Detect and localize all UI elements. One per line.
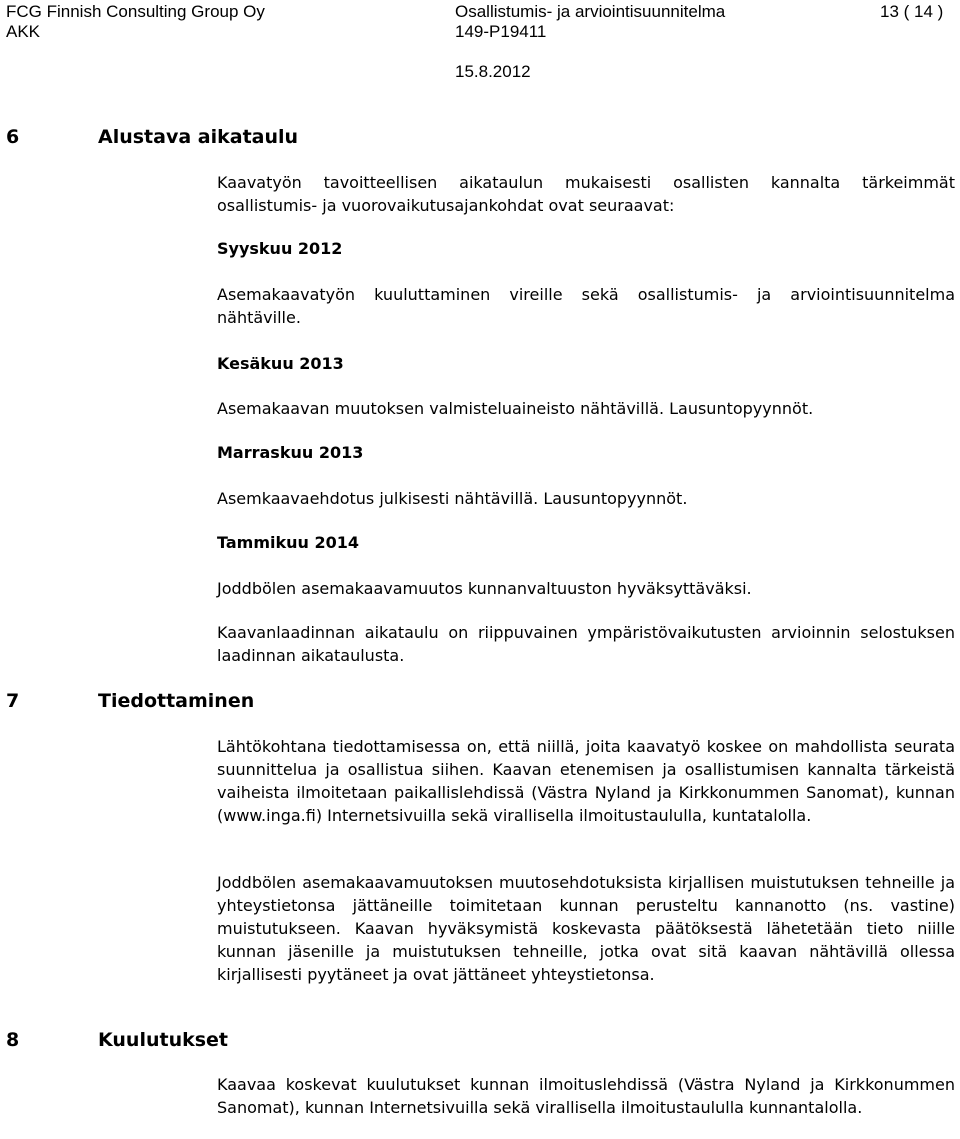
- schedule-period: Tammikuu 2014: [217, 533, 359, 552]
- section-number: 8: [6, 1029, 20, 1051]
- schedule-text: Asemkaavaehdotus julkisesti nähtävillä. Lausuntopyynnöt.: [217, 489, 688, 508]
- section-number: 7: [6, 690, 20, 712]
- schedule-period: Marraskuu 2013: [217, 443, 364, 462]
- section-8-heading: [6, 1028, 228, 1052]
- client-code: AKK: [6, 22, 41, 41]
- section-title: Kuulutukset: [98, 1029, 229, 1051]
- announcements-paragraph: Kaavaa koskevat kuulutukset kunnan ilmoituslehdissä (Västra Nyland ja Kirkkonummen Sanomat), kunnan Internetsivuilla sekä virallisella ilmoitustaululla kunnantalolla.: [217, 1075, 955, 1117]
- schedule-note: Kaavanlaadinnan aikataulu on riippuvainen ympäristövaikutusten arvioinnin selostuksen laadinnan aikataulusta.: [217, 623, 955, 665]
- document-number: 149-P19411: [455, 22, 547, 41]
- company-name: FCG Finnish Consulting Group Oy: [6, 2, 265, 21]
- schedule-text: Joddbölen asemakaavamuutos kunnanvaltuuston hyväksyttäväksi.: [217, 579, 752, 598]
- section-number: 6: [6, 126, 20, 148]
- section-7-heading: [6, 689, 254, 713]
- schedule-period: Syyskuu 2012: [217, 239, 343, 258]
- section-title: Tiedottaminen: [98, 690, 255, 712]
- section-6-heading: [6, 125, 298, 149]
- section-title: Alustava aikataulu: [98, 126, 299, 148]
- page-number: 13 ( 14 ): [880, 2, 944, 21]
- schedule-text: Asemakaavatyön kuuluttaminen vireille sekä osallistumis- ja arviointisuunnitelma nähtäville.: [217, 285, 955, 327]
- schedule-period: Kesäkuu 2013: [217, 354, 344, 373]
- document-date: 15.8.2012: [455, 62, 531, 81]
- schedule-text: Asemakaavan muutoksen valmisteluaineisto nähtävillä. Lausuntopyynnöt.: [217, 399, 814, 418]
- communication-paragraph-2: Joddbölen asemakaavamuutoksen muutosehdotuksista kirjallisen muistutuksen tehneille ja yhteystietonsa jättäneille toimitetaan kunnan perusteltu kannanotto (ns. vastine) muistutukseen. Kaavan hyväksymistä koskevasta päätöksestä lähetetään tieto niille kunnan jäsenille ja muistutuksen tehneille, jotka ovat sitä kaavan nähtävillä ollessa kirjallisesti pyytäneet ja ovat jättäneet yhteystietonsa.: [217, 873, 955, 984]
- communication-paragraph-1: Lähtökohtana tiedottamisessa on, että niillä, joita kaavatyö koskee on mahdollista seurata suunnittelua ja osallistua siihen. Kaavan etenemisen ja osallistumisen kannalta tärkeistä vaiheista ilmoitetaan paikallislehdissä (Västra Nyland ja Kirkkonummen Sanomat), kunnan (www.inga.fi) Internetsivuilla sekä virallisella ilmoitustaululla, kuntatalolla.: [217, 737, 955, 825]
- schedule-intro: Kaavatyön tavoitteellisen aikataulun mukaisesti osallisten kannalta tärkeimmät osallistumis- ja vuorovaikutusajankohdat ovat seuraavat:: [217, 173, 955, 215]
- document-title: Osallistumis- ja arviointisuunnitelma: [455, 2, 726, 21]
